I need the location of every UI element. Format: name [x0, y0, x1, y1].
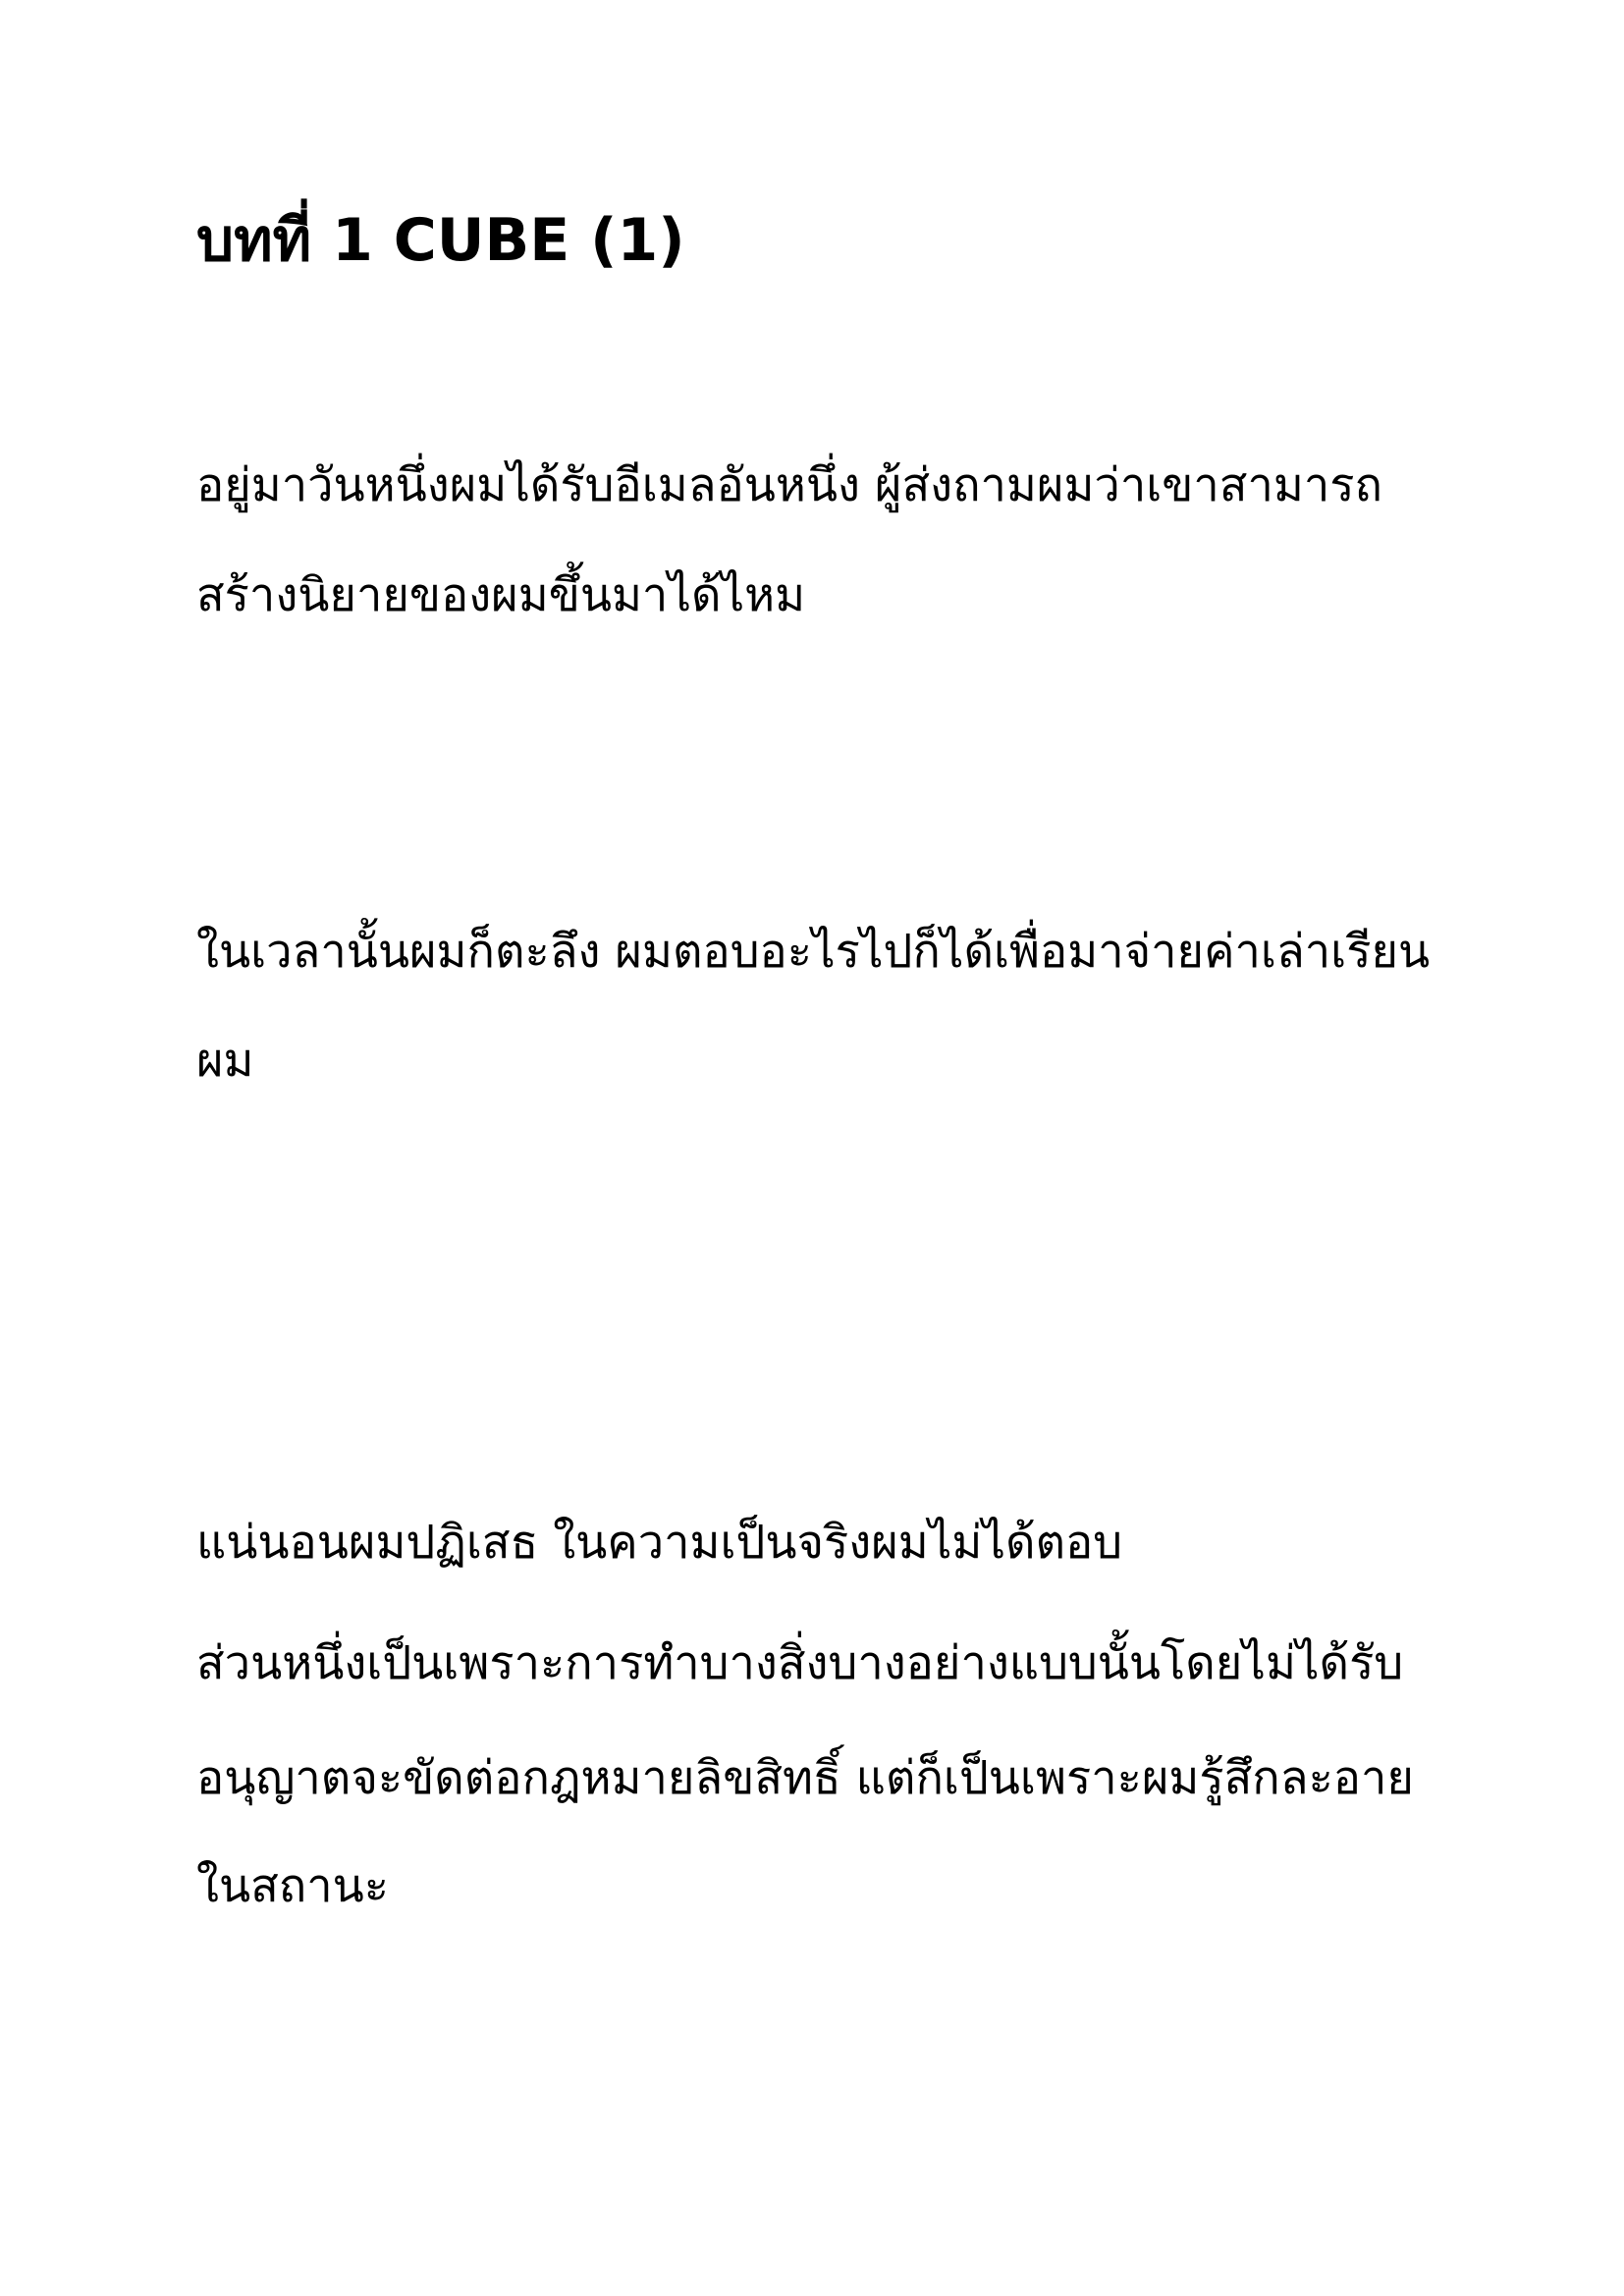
paragraph-line: ผม [196, 1034, 254, 1088]
chapter-title: บทที่ 1 CUBE (1) [196, 206, 685, 275]
paragraph-line: ในเวลานั้นผมก็ตะลึง ผมตอบอะไรไปก็ได้เพื่อมาจ่ายค่าเล่าเรียน [196, 925, 1431, 979]
paragraph-line: ส่วนหนึ่งเป็นเพราะการทำบางสิ่งบางอย่างแบบนั้นโดยไม่ได้รับ [196, 1636, 1404, 1690]
paragraph-line: สร้างนิยายของผมขึ้นมาได้ไหม [196, 568, 806, 622]
paragraph-line: แน่นอนผมปฏิเสธ ในความเป็นจริงผมไม่ได้ตอบ [196, 1516, 1123, 1570]
paragraph-line: อนุญาตจะขัดต่อกฎหมายลิขสิทธิ์ แต่ก็เป็นเพราะผมรู้สึกละอาย [196, 1751, 1414, 1805]
paragraph-line: ในสถานะ [196, 1859, 389, 1913]
paragraph-line: อยู่มาวันหนึ่งผมได้รับอีเมลอันหนึ่ง ผู้ส่งถามผมว่าเขาสามารถ [196, 458, 1382, 512]
